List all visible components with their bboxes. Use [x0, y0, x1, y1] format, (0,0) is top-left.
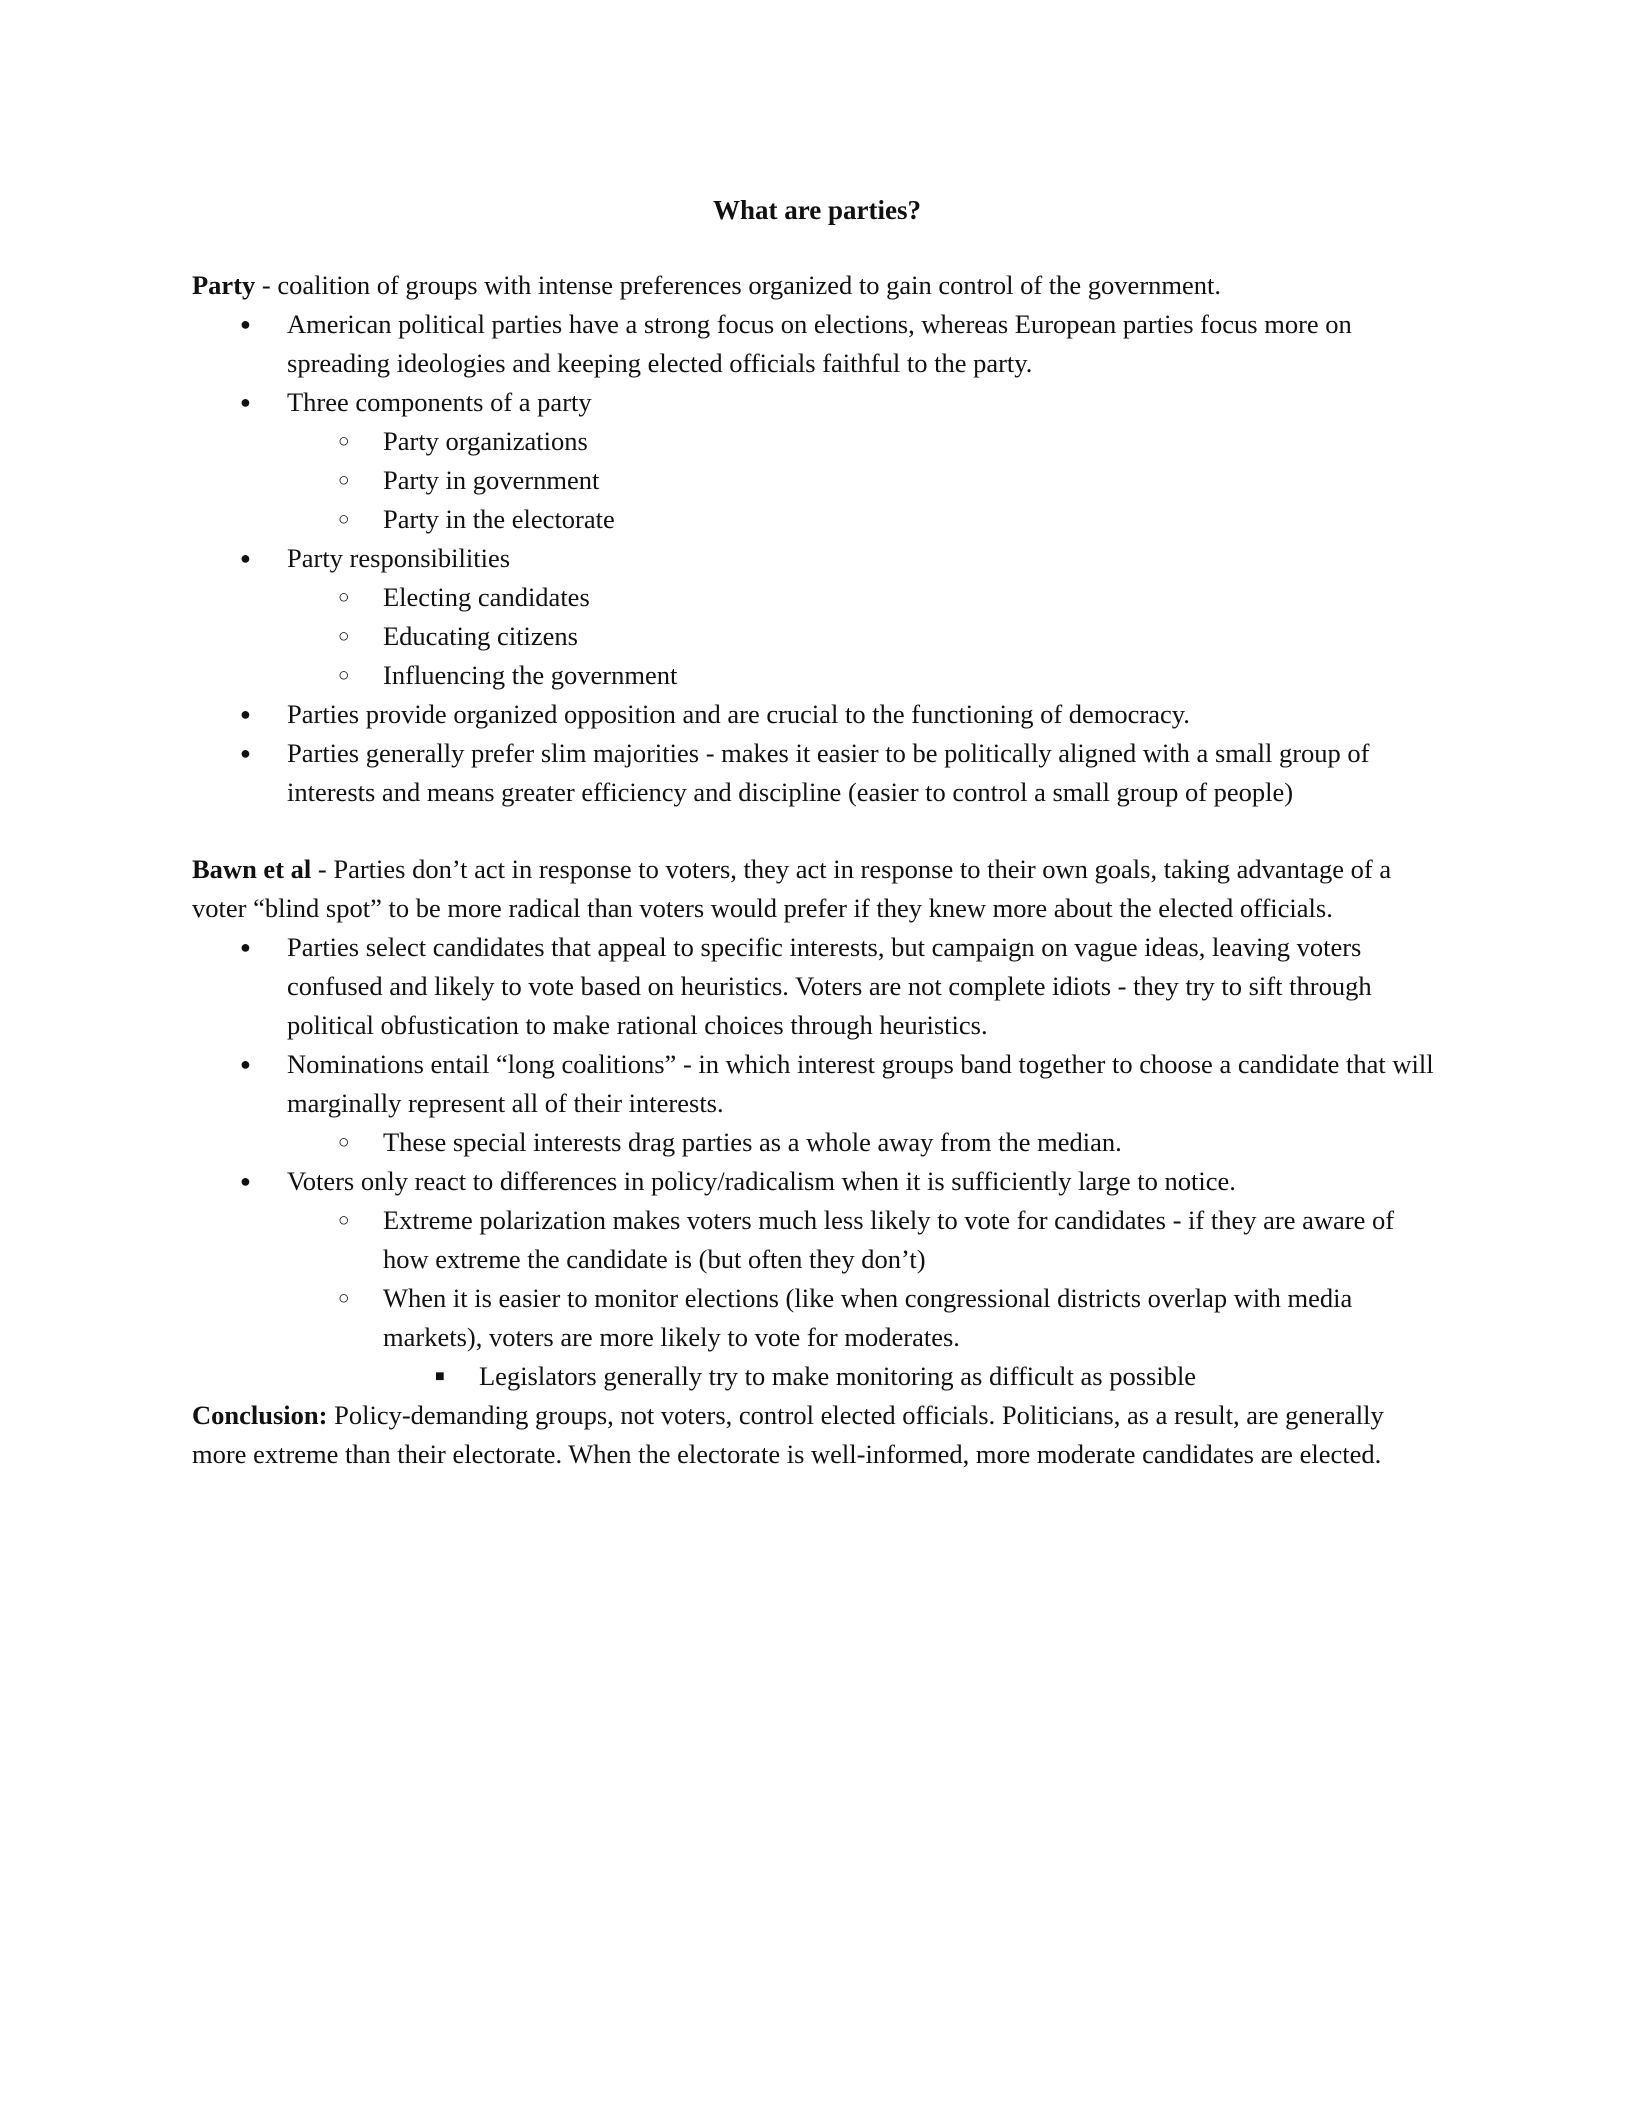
list-item-text: Electing candidates [383, 582, 590, 612]
conclusion-paragraph [192, 1396, 1442, 1474]
list-item-text: Extreme polarization makes voters much less likely to vote for candidates - if they are aware of how extreme the candidate is (but often they don’t) [383, 1205, 1395, 1274]
list-item-text: Party organizations [383, 426, 588, 456]
list-item [192, 383, 1442, 539]
bawn-term: Bawn et al [192, 854, 312, 884]
list-item-text: Parties select candidates that appeal to specific interests, but campaign on vague ideas, leaving voters confused and likely to vote based on heuristics. Voters are not complete idiots - they try to sift through political obfustication to make rational choices through heuristics. [287, 932, 1372, 1040]
page-title: What are parties? [713, 195, 921, 225]
bawn-definition-text: - Parties don’t act in response to voters, they act in response to their own goals, taking advantage of a voter “blind spot” to be more radical than voters would prefer if they knew more about the elected officials. [192, 854, 1392, 923]
list-item [192, 1045, 1442, 1162]
sub-list-item [287, 656, 1442, 695]
sub-list [287, 578, 1442, 695]
conclusion-term: Conclusion: [192, 1400, 328, 1430]
list-item-text: When it is easier to monitor elections (like when congressional districts overlap with media markets), voters are more likely to vote for moderates. [383, 1283, 1353, 1352]
list-item-text: Parties generally prefer slim majorities - makes it easier to be politically aligned with a small group of interests and means greater efficiency and discipline (easier to control a small group of people) [287, 738, 1370, 807]
sub-sub-list-item [383, 1357, 1442, 1396]
list-item-text: Parties provide organized opposition and are crucial to the functioning of democracy. [287, 699, 1190, 729]
list-item-text: Educating citizens [383, 621, 578, 651]
list-item-text: Party responsibilities [287, 543, 511, 573]
party-definition-text: - coalition of groups with intense preferences organized to gain control of the government. [255, 270, 1222, 300]
section-gap [192, 812, 1442, 850]
sub-list-item [287, 500, 1442, 539]
sub-list [287, 1123, 1442, 1162]
document-page [192, 190, 1442, 1474]
sub-list [287, 1201, 1442, 1396]
sub-list-item [287, 1279, 1442, 1396]
party-definition [192, 266, 1442, 305]
sub-list-item [287, 617, 1442, 656]
list-item [192, 1162, 1442, 1396]
sub-list-item [287, 578, 1442, 617]
list-item [192, 734, 1442, 812]
list-item-text: Party in the electorate [383, 504, 615, 534]
list-item-text: American political parties have a strong focus on elections, whereas European parties focus more on spreading ideologies and keeping elected officials faithful to the party. [287, 309, 1352, 378]
list-item-text: Nominations entail “long coalitions” - in which interest groups band together to choose a candidate that will marginally represent all of their interests. [287, 1049, 1434, 1118]
sub-list-item [287, 422, 1442, 461]
list-item [192, 305, 1442, 383]
sub-list [287, 422, 1442, 539]
sub-sub-list [383, 1357, 1442, 1396]
conclusion-text: Policy-demanding groups, not voters, control elected officials. Politicians, as a result, are generally more extreme than their electorate. When the electorate is well-informed, more moderate candidates are elected. [192, 1400, 1384, 1469]
party-bullet-list [192, 305, 1442, 812]
sub-list-item [287, 1201, 1442, 1279]
sub-list-item [287, 1123, 1442, 1162]
bawn-definition [192, 850, 1442, 928]
list-item-text: Influencing the government [383, 660, 678, 690]
list-item [192, 539, 1442, 695]
list-item-text: Legislators generally try to make monitoring as difficult as possible [479, 1361, 1197, 1391]
bawn-bullet-list [192, 928, 1442, 1396]
list-item-text: Voters only react to differences in policy/radicalism when it is sufficiently large to notice. [287, 1166, 1236, 1196]
party-term: Party [192, 270, 256, 300]
list-item [192, 695, 1442, 734]
list-item-text: Party in government [383, 465, 600, 495]
list-item-text: These special interests drag parties as a whole away from the median. [383, 1127, 1122, 1157]
list-item-text: Three components of a party [287, 387, 592, 417]
sub-list-item [287, 461, 1442, 500]
list-item [192, 928, 1442, 1045]
